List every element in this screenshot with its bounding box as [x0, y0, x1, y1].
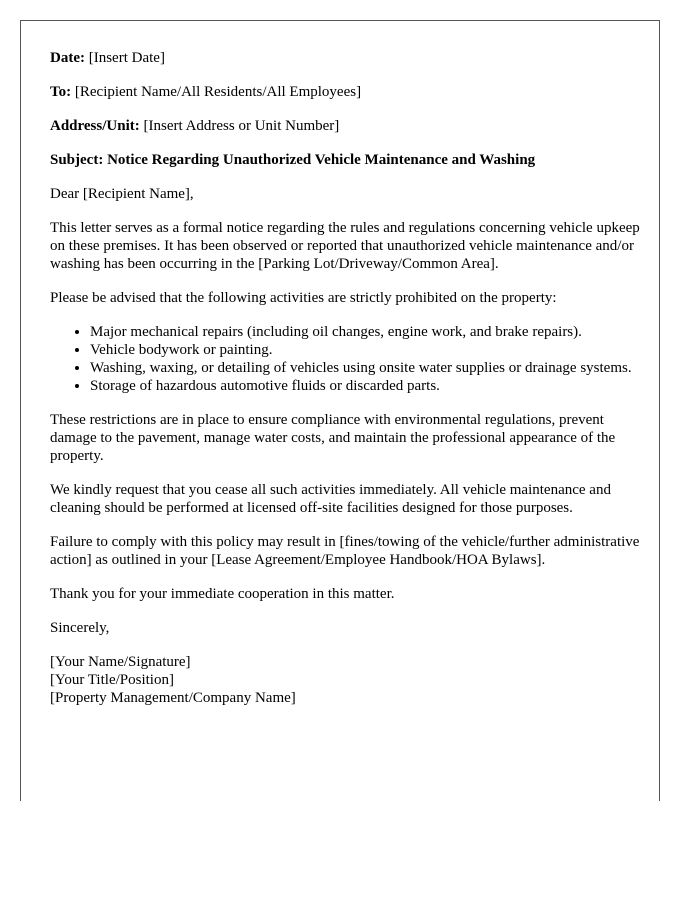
intro-paragraph: This letter serves as a formal notice regarding the rules and regulations concerning vehicle upkeep on these premises. It has been observed or reported that unauthorized vehicle maintenance and/or washing has been occurring in the [Parking Lot/Driveway/Common Area].: [50, 220, 640, 272]
to-label: To:: [50, 84, 72, 100]
signer-name: [Your Name/Signature]: [50, 654, 191, 670]
letter-content: [50, 49, 645, 723]
thanks-paragraph: Thank you for your immediate cooperation in this matter.: [50, 586, 395, 602]
list-item: • Washing, waxing, or detailing of vehicles using onsite water supplies or drainage systems.: [90, 359, 645, 377]
advised-paragraph: Please be advised that the following activities are strictly prohibited on the property:: [50, 290, 557, 306]
address-line: [50, 117, 645, 135]
failure-paragraph: Failure to comply with this policy may result in [fines/towing of the vehicle/further administrative action] as outlined in your [Lease Agreement/Employee Handbook/HOA Bylaws].: [50, 534, 640, 568]
to-value: [Recipient Name/All Residents/All Employees]: [74, 84, 362, 100]
restrictions-paragraph: These restrictions are in place to ensure compliance with environmental regulations, prevent damage to the pavement, manage water costs, and maintain the professional appearance of the property.: [50, 412, 616, 464]
request-paragraph: We kindly request that you cease all such activities immediately. All vehicle maintenance and cleaning should be performed at licensed off-site facilities designed for those purposes.: [50, 482, 611, 516]
address-label: Address/Unit:: [50, 118, 140, 134]
list-item: • Vehicle bodywork or painting.: [90, 341, 645, 359]
company-name: [Property Management/Company Name]: [50, 690, 296, 706]
list-item: • Storage of hazardous automotive fluids or discarded parts.: [90, 377, 645, 395]
address-value: [Insert Address or Unit Number]: [143, 118, 340, 134]
list-item: • Major mechanical repairs (including oil changes, engine work, and brake repairs).: [90, 323, 645, 341]
date-value: [Insert Date]: [88, 50, 165, 66]
letter-page: [20, 20, 660, 801]
to-line: [50, 83, 645, 101]
date-label: Date:: [50, 50, 85, 66]
signature-block: [50, 653, 645, 707]
prohibited-list: [50, 323, 645, 395]
salutation: Dear [Recipient Name],: [50, 186, 194, 202]
signer-title: [Your Title/Position]: [50, 672, 174, 688]
subject-line: Subject: Notice Regarding Unauthorized Vehicle Maintenance and Washing: [50, 152, 536, 168]
sign-off: Sincerely,: [50, 620, 110, 636]
date-line: [50, 49, 645, 67]
